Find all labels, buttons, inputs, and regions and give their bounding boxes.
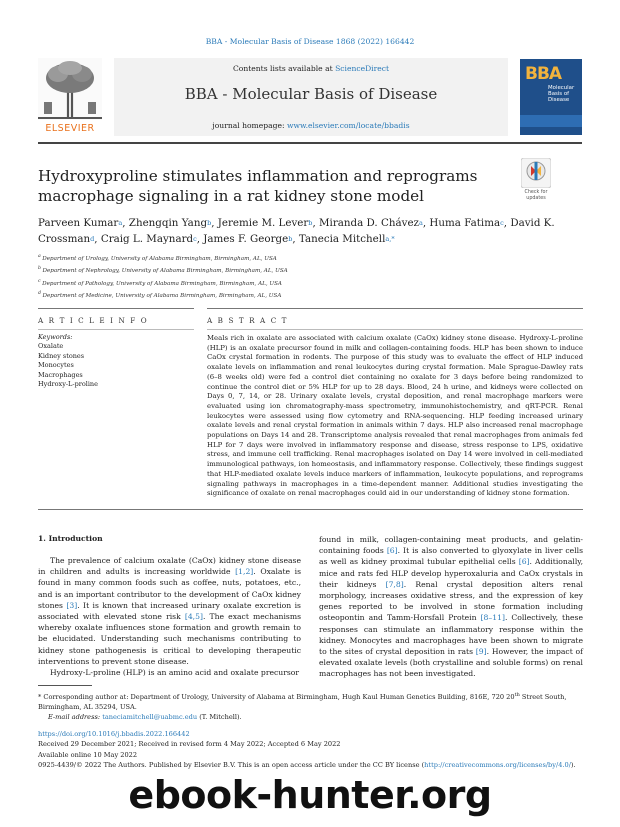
- email-line: [38, 712, 583, 722]
- author-name: David K. Crossman: [38, 217, 555, 245]
- cover-sub-line: Molecular: [548, 85, 575, 91]
- author-name: Huma Fatima: [429, 217, 501, 229]
- author-separator: ,: [503, 217, 511, 229]
- affiliation-marker[interactable]: b: [207, 219, 212, 227]
- paragraph: Hydroxy-L-proline (HLP) is an amino acid and oxalate precursor: [50, 668, 300, 678]
- sciencedirect-link[interactable]: ScienceDirect: [335, 64, 390, 73]
- email-link[interactable]: taneciamitchell@uabmc.edu: [102, 713, 198, 722]
- corresponding-text: [38, 690, 583, 712]
- author-name: Zhengqin Yang: [128, 217, 208, 229]
- cover-subtitle: [548, 85, 574, 104]
- abstract-rule: [207, 308, 583, 309]
- text-run: . It is known that increased urinary oxalate excretion is associated with elevated stone risk: [38, 600, 301, 622]
- affiliation-marker[interactable]: b: [308, 219, 313, 227]
- license-link[interactable]: http://creativecommons.org/licenses/by/4.0/: [424, 760, 571, 769]
- author-separator: ,: [94, 233, 101, 245]
- body-column-left: [38, 555, 301, 678]
- author-separator: ,: [211, 217, 218, 229]
- text-run: . Collectively, these responses can stimulate an inflammatory response within the kidney. Monocytes and macrophages have been shown to migrate to the sites of crystal deposition in rats: [319, 613, 584, 657]
- citation-link[interactable]: [4,5]: [184, 612, 203, 622]
- citation-link[interactable]: [3]: [66, 600, 78, 610]
- homepage-link[interactable]: www.elsevier.com/locate/bbadis: [286, 121, 410, 130]
- ordinal-suffix: th: [514, 692, 520, 698]
- citation-link[interactable]: [7,8]: [385, 579, 404, 589]
- crossmark-line: Check for: [524, 190, 548, 195]
- affiliation-text: Department of Urology, University of Alabama Birmingham, Birmingham, AL, USA: [42, 255, 277, 262]
- section-heading-introduction: 1. Introduction: [38, 534, 103, 543]
- affiliation-key: b: [38, 266, 43, 272]
- abstract-subrule: [207, 329, 583, 330]
- keyword-item: Kidney stones: [38, 351, 85, 360]
- masthead: [38, 58, 582, 139]
- affiliation-list: [38, 252, 583, 302]
- affiliation-item: [38, 277, 583, 289]
- header-rule: [38, 142, 582, 144]
- text-run: . Oxalate is found in many common foods such as coffee, nuts, potatoes, etc., and is an important contributor to the development of CaOx kidney stones: [38, 567, 301, 610]
- text-run: . It is also converted to glyoxylate in liver cells as well as kidney proximal tubular epithelial cells: [319, 546, 584, 567]
- abstract-text: Meals rich in oxalate are associated with calcium oxalate (CaOx) kidney stone disease. Hydroxy-L-proline (HLP) is an oxalate precursor found in milk and collagen-containing foods. HLP has been shown to induce CaOx crystal formation in rodents. The purpose of this study was to evaluate the effect of HLP induced oxalate levels on inflammation and renal leukocytes during crystal formation. Male Sprague-Dawley rats (6–8 weeks old) were fed a control diet containing no oxalate for 3 days before being randomized to continue the control diet or 5% HLP for up to 28 days. Blood, 24 h urine, and kidneys were collected on Days 0, 7, 14, or 28. Urinary oxalate levels, crystal deposition, and renal macrophage markers were evaluated using ion chromatography-mass spectrometry, immunohistochemistry, and qRT-PCR. Renal leukocytes were assessed using flow cytometry and RNA-sequencing. HLP feeding increased urinary oxalate levels and renal crystal formation in animals within 7 days. HLP also increased renal macrophage populations on Days 14 and 28. Transcriptome analysis revealed that renal macrophages from animals fed HLP for 7 days were involved in inflammatory response and disease, stress response to LPS, oxidative stress, and immune cell trafficking. Renal macrophages isolated on Day 14 were involved in cell-mediated immunological pathways, ion homeostasis, and inflammatory response. Collectively, these findings suggest that HLP-mediated oxalate levels induce markers of inflammation, leukocyte populations, and reprograms signaling pathways in macrophages in a time-dependent manner. Additional studies investigating the significance of oxalate on renal macrophages could aid in our understanding of kidney stone formation.: [207, 334, 583, 498]
- author-name: Jeremie M. Lever: [217, 217, 309, 229]
- keyword-item: Macrophages: [38, 370, 83, 379]
- email-suffix: (T. Mitchell).: [197, 713, 242, 722]
- author-list: [38, 215, 583, 247]
- homepage-line: [114, 121, 508, 130]
- text-run: . The exact mechanisms whereby oxalate influences stone formation and growth remain to be elucidated. Understanding such mechanisms contributing to kidney stone pathogenesis is critical to developing therapeutic interventions to prevent stone disease.: [38, 612, 301, 666]
- author-name: Craig L. Maynard: [100, 233, 194, 245]
- author-name: Miranda D. Chávez: [319, 217, 419, 229]
- affiliation-text: Department of Pathology, University of Alabama Birmingham, Birmingham, AL, USA: [42, 280, 282, 287]
- affiliation-marker[interactable]: a,*: [385, 235, 395, 243]
- footnote-rule: [38, 685, 92, 686]
- abstract-bottom-rule: [38, 509, 583, 510]
- corresponding-author-footnote: [38, 690, 583, 722]
- author-separator: ,: [422, 217, 430, 229]
- available-online: Available online 10 May 2022: [38, 750, 138, 759]
- article-info-heading: A R T I C L E I N F O: [38, 316, 149, 325]
- text-run: The prevalence of calcium oxalate (CaOx) kidney stone disease in children and adults is increasing worldwide: [38, 556, 301, 577]
- affiliation-key: a: [38, 254, 43, 259]
- watermark: ebook-hunter.org: [128, 773, 492, 817]
- license-suffix: ).: [570, 760, 576, 769]
- crossmark-badge[interactable]: [521, 158, 551, 188]
- keyword-item: Monocytes: [38, 361, 74, 370]
- article-title: Hydroxyproline stimulates inflammation and reprograms macrophage signaling in a rat kidney stone model: [38, 167, 478, 205]
- citation-link[interactable]: [9]: [475, 647, 487, 657]
- text-run: . Renal crystal deposition alters renal morphology, increases oxidative stress, and the expression of key genes reported to be involved in stone formation including osteopontin and Tamm-Horsfall Protein: [319, 579, 583, 623]
- masthead-center: [114, 58, 508, 136]
- author-name: James F. George: [203, 233, 289, 245]
- keyword-item: Hydroxy-L-proline: [38, 380, 98, 389]
- doi-link[interactable]: https://doi.org/10.1016/j.bbadis.2022.166442: [38, 730, 190, 738]
- affiliation-item: [38, 264, 583, 276]
- cover-sub-line: Disease: [548, 97, 570, 104]
- author-name: Parveen Kumar: [38, 217, 119, 229]
- author-name: Tanecia Mitchell: [298, 233, 386, 245]
- publication-info: [38, 729, 583, 770]
- text-run: found in milk, collagen-containing meat products, and gelatin-containing foods: [319, 535, 583, 556]
- crossmark-label: [513, 190, 559, 202]
- contents-line: [114, 64, 508, 73]
- citation-link[interactable]: [8–11]: [480, 613, 505, 623]
- crossmark-icon: [521, 158, 551, 188]
- journal-name: BBA - Molecular Basis of Disease: [184, 85, 438, 103]
- publisher-name: ELSEVIER: [45, 123, 95, 134]
- citation-link[interactable]: [6]: [386, 546, 398, 556]
- keyword-item: Oxalate: [38, 342, 64, 351]
- affiliation-key: d: [38, 291, 43, 297]
- affiliation-marker[interactable]: b: [288, 235, 293, 243]
- author-separator: ,: [122, 217, 129, 229]
- body-column-right: [319, 534, 583, 680]
- cover-sub-line: Basis of: [548, 91, 570, 98]
- text-run: . Additionally, mice and rats fed HLP develop hyperoxaluria and CaOx crystals in their kidneys: [319, 557, 584, 589]
- affiliation-item: [38, 252, 583, 264]
- affiliation-marker[interactable]: c: [193, 235, 197, 243]
- elsevier-tree-icon: [38, 58, 102, 120]
- abstract-heading: A B S T R A C T: [207, 316, 289, 325]
- text-run: . However, the impact of elevated oxalate levels (both crystalline and soluble forms) on renal macrophages has not been investigated.: [319, 647, 583, 679]
- keywords-block: [38, 333, 194, 389]
- cover-title: BBA: [525, 64, 562, 84]
- email-label: E-mail address:: [48, 713, 103, 722]
- journal-cover: [520, 59, 582, 135]
- keywords-label: Keywords:: [38, 333, 73, 341]
- author-separator: ,: [196, 233, 204, 245]
- paragraph: [38, 555, 301, 667]
- citation-link[interactable]: [1,2]: [235, 567, 254, 577]
- license-prefix: 0925-4439/© 2022 The Authors. Published by Elsevier B.V. This is an open access article under the CC BY license (: [38, 760, 425, 769]
- elsevier-logo: [38, 58, 102, 136]
- corresponding-address: * Corresponding author at: Department of Urology, University of Alabama at Birmingham, Hugh Kaul Human Genetics Building, 816E, 720 20th Street South, Birmingham, AL 35294, USA.: [38, 692, 567, 712]
- article-info-subrule: [38, 329, 194, 330]
- contents-prefix: Contents lists available at: [232, 64, 336, 73]
- affiliation-text: Department of Medicine, University of Alabama Birmingham, Birmingham, AL, USA: [42, 293, 282, 300]
- homepage-prefix: journal homepage:: [212, 121, 287, 130]
- article-info-rule: [38, 308, 194, 309]
- running-head: BBA - Molecular Basis of Disease 1868 (2022) 166442: [205, 37, 415, 46]
- author-separator: ,: [312, 217, 320, 229]
- affiliation-text: Department of Nephrology, University of Alabama Birmingham, Birmingham, AL, USA: [42, 268, 288, 275]
- affiliation-item: [38, 289, 583, 301]
- license-line: [38, 760, 583, 770]
- affiliation-marker[interactable]: a: [418, 219, 423, 227]
- paragraph: [319, 534, 583, 680]
- received-dates: Received 29 December 2021; Received in revised form 4 May 2022; Accepted 6 May 2022: [38, 740, 341, 749]
- affiliation-key: c: [38, 278, 43, 284]
- affiliation-marker[interactable]: d: [90, 235, 95, 243]
- author-separator: ,: [292, 233, 299, 245]
- affiliation-marker[interactable]: c: [500, 219, 504, 227]
- crossmark-line: updates: [526, 196, 546, 201]
- cover-stripe: [520, 115, 582, 127]
- affiliation-marker[interactable]: a: [118, 219, 123, 227]
- citation-link[interactable]: [6]: [518, 557, 530, 567]
